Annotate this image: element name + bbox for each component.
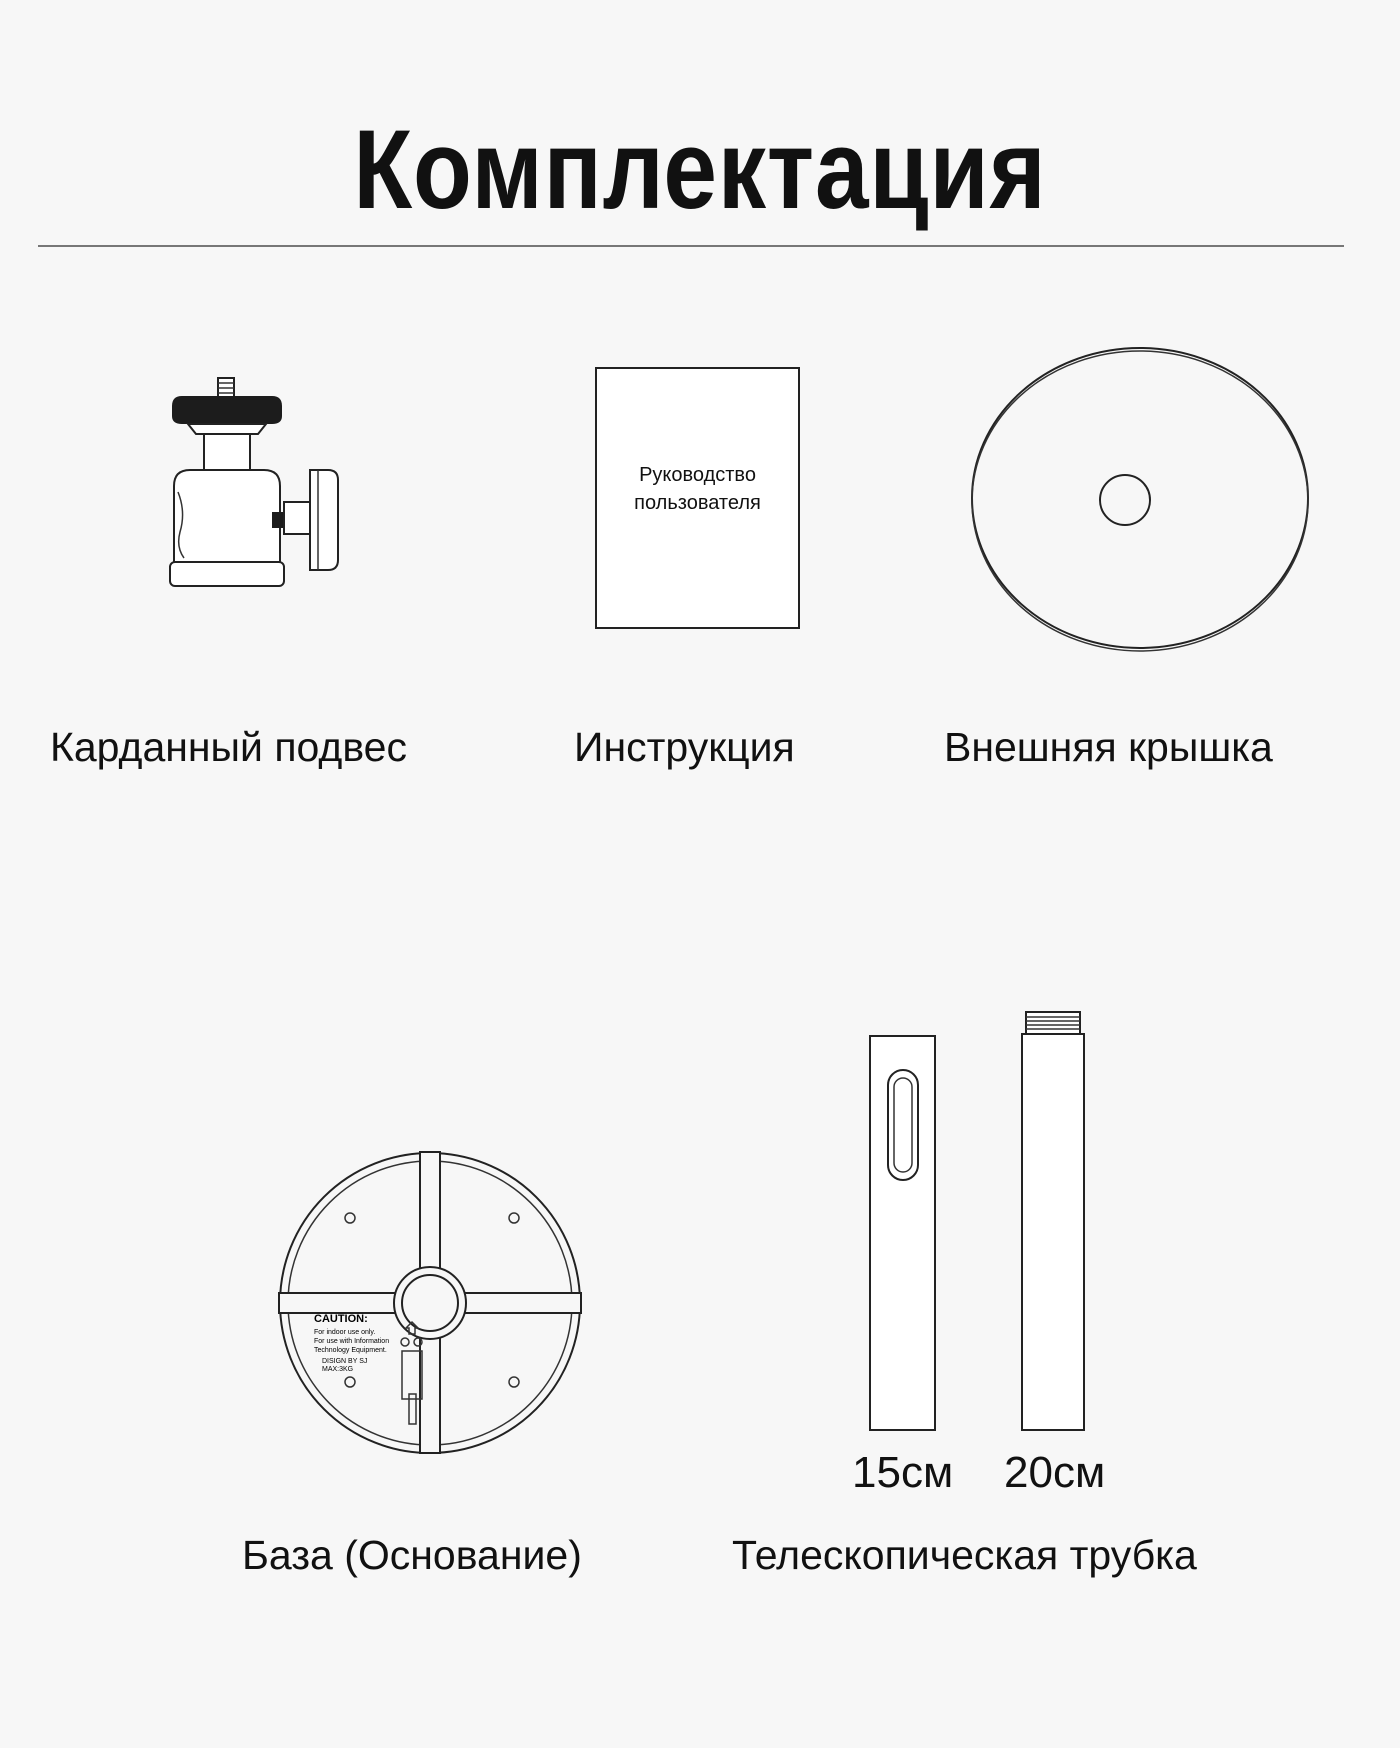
base-plate-icon [270,1146,590,1462]
label-base: База (Основание) [242,1532,582,1578]
tube-size-15: 15см [852,1448,954,1497]
base-plate-line3: Technology Equipment. [314,1347,387,1354]
label-gimbal-mount: Карданный подвес [50,724,407,770]
telescopic-tube-icon [862,1008,1092,1434]
ball-head-mount-icon [160,372,350,592]
manual-cover-text: Руководство пользователя [634,464,761,514]
title-divider [38,245,1344,247]
base-plate-line2: For use with Information [314,1338,390,1345]
label-manual: Инструкция [574,724,795,770]
page-title: Комплектация [353,107,1047,232]
label-telescopic-tube: Телескопическая трубка [732,1532,1197,1578]
base-plate-line1: For indoor use only. [314,1329,376,1336]
cover-disc-icon [970,344,1310,654]
tube-size-20: 20см [1004,1448,1106,1497]
base-caution-text: CAUTION: [314,1313,368,1325]
manual-icon [595,367,800,629]
base-plate-line5: MAX:3KG [322,1366,354,1373]
base-plate-line4: DISIGN BY SJ [322,1358,368,1365]
label-outer-cover: Внешняя крышка [944,724,1273,770]
